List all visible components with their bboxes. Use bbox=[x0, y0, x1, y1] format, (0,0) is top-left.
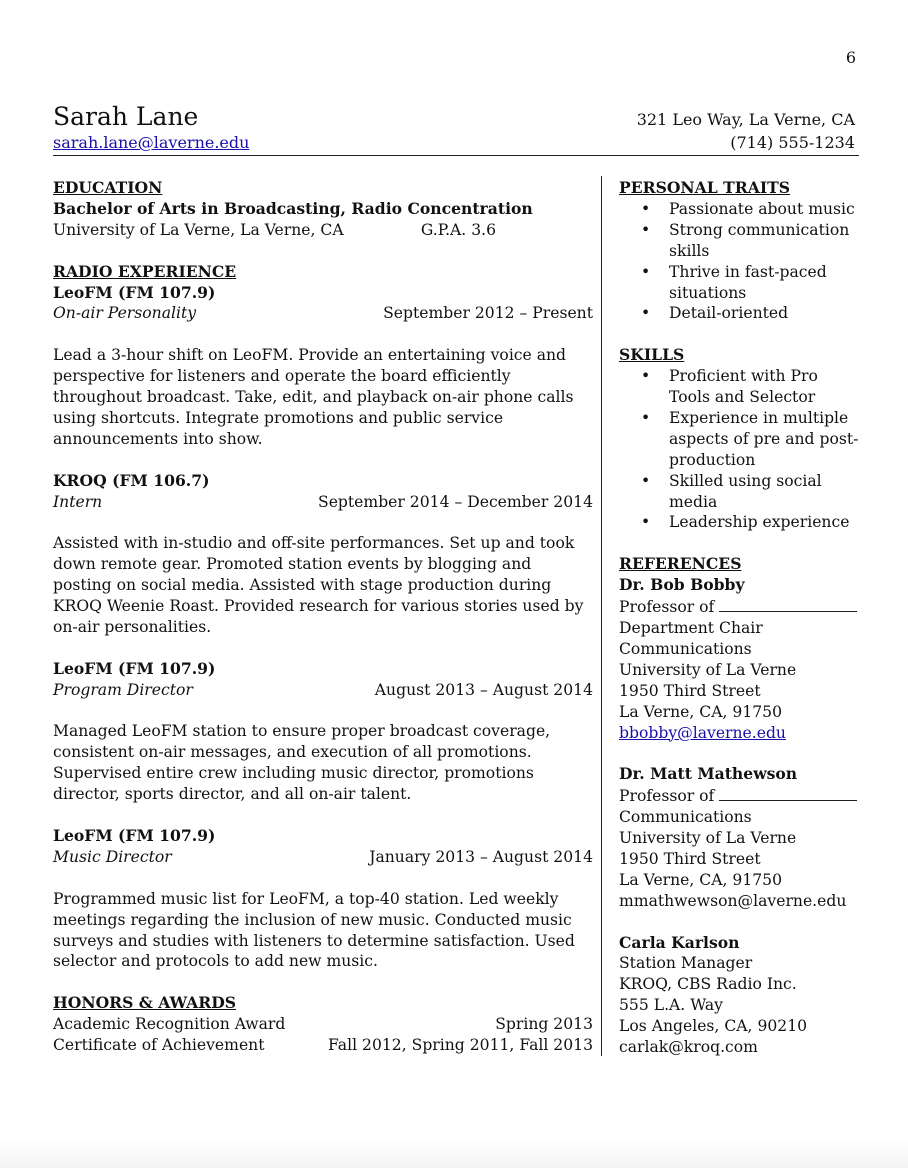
candidate-name: Sarah Lane bbox=[53, 102, 199, 131]
personal-traits-list bbox=[619, 199, 859, 324]
job-entry bbox=[53, 471, 593, 638]
job-role: Music Director bbox=[53, 847, 172, 866]
main-column bbox=[53, 178, 593, 1056]
trait-item: • Detail-oriented bbox=[619, 303, 859, 324]
job-description: Lead a 3-hour shift on LeoFM. Provide an entertaining voice and perspective for listeners and operate the board efficiently throughout broadcast. Take, edit, and playback on-air phone calls using shortcuts. Integrate promotions and public service announcements into show. bbox=[53, 346, 574, 448]
degree: Bachelor of Arts in Broadcasting, Radio Concentration bbox=[53, 198, 533, 218]
personal-traits-heading: PERSONAL TRAITS bbox=[619, 178, 790, 197]
reference-line: Communications bbox=[619, 808, 752, 827]
job-dates: September 2012 – Present bbox=[383, 304, 593, 323]
job-station: LeoFM (FM 107.9) bbox=[53, 825, 216, 845]
job-station: KROQ (FM 106.7) bbox=[53, 470, 210, 490]
trait-item: • Passionate about music bbox=[619, 199, 859, 220]
job-station: LeoFM (FM 107.9) bbox=[53, 282, 216, 302]
page-bottom-shade bbox=[0, 1138, 908, 1168]
candidate-phone: (714) 555-1234 bbox=[730, 133, 855, 152]
honor-dates: Fall 2012, Spring 2011, Fall 2013 bbox=[328, 1036, 593, 1055]
trait-item: • Strong communication skills bbox=[619, 220, 859, 262]
skills-list bbox=[619, 366, 859, 533]
reference-email: mmathwewson@laverne.edu bbox=[619, 891, 847, 910]
title-blank-line bbox=[719, 596, 857, 612]
candidate-email-link[interactable]: sarah.lane@laverne.edu bbox=[53, 133, 250, 152]
reference-name: Carla Karlson bbox=[619, 932, 740, 952]
reference-entry bbox=[619, 764, 859, 911]
job-role: On-air Personality bbox=[53, 304, 197, 323]
honor-item bbox=[53, 1035, 593, 1056]
education-heading: EDUCATION bbox=[53, 178, 163, 197]
reference-line: 555 L.A. Way bbox=[619, 996, 723, 1015]
trait-item: • Thrive in fast-paced situations bbox=[619, 262, 859, 304]
reference-line: Station Manager bbox=[619, 954, 753, 973]
radio-experience-heading: RADIO EXPERIENCE bbox=[53, 261, 237, 281]
reference-line: Communications bbox=[619, 639, 752, 658]
reference-line: 1950 Third Street bbox=[619, 681, 761, 700]
reference-entry bbox=[619, 933, 859, 1058]
page-number: 6 bbox=[845, 48, 856, 67]
job-description: Managed LeoFM station to ensure proper broadcast coverage, consistent on-air messages, and execution of all promotions. Supervised entire crew including music director, promotions director, sports director, and all on-air talent. bbox=[53, 722, 551, 804]
skills-heading: SKILLS bbox=[619, 345, 685, 365]
job-dates: January 2013 – August 2014 bbox=[369, 847, 593, 866]
honor-award: Certificate of Achievement bbox=[53, 1036, 265, 1055]
reference-email: carlak@kroq.com bbox=[619, 1038, 758, 1057]
reference-name: Dr. Matt Mathewson bbox=[619, 764, 798, 784]
skill-item: • Leadership experience bbox=[619, 512, 859, 533]
references-heading: REFERENCES bbox=[619, 554, 742, 574]
job-dates: August 2013 – August 2014 bbox=[374, 680, 593, 699]
reference-title: Professor of bbox=[619, 785, 859, 807]
job-entry bbox=[53, 659, 593, 805]
skill-item: • Skilled using social media bbox=[619, 471, 859, 513]
reference-line: Department Chair bbox=[619, 619, 763, 637]
honor-dates: Spring 2013 bbox=[495, 1015, 593, 1034]
honors-heading: HONORS & AWARDS bbox=[53, 993, 236, 1013]
reference-email-link[interactable]: bbobby@laverne.edu bbox=[619, 723, 786, 742]
honor-item bbox=[53, 1014, 593, 1035]
school: University of La Verne, La Verne, CA bbox=[53, 220, 344, 239]
job-dates: September 2014 – December 2014 bbox=[318, 492, 593, 511]
reference-title: Professor of bbox=[619, 596, 859, 618]
school-row bbox=[53, 220, 593, 241]
resume-header bbox=[53, 100, 859, 156]
reference-line: Los Angeles, CA, 90210 bbox=[619, 1017, 808, 1036]
gpa: G.P.A. 3.6 bbox=[420, 220, 496, 239]
title-blank-line bbox=[719, 785, 857, 801]
job-entry bbox=[53, 283, 593, 450]
reference-line: La Verne, CA, 91750 bbox=[619, 870, 783, 889]
column-divider bbox=[601, 176, 602, 1056]
candidate-address: 321 Leo Way, La Verne, CA bbox=[636, 110, 855, 129]
reference-line: University of La Verne bbox=[619, 660, 797, 679]
job-role: Program Director bbox=[53, 680, 193, 699]
job-role: Intern bbox=[53, 492, 103, 511]
reference-name: Dr. Bob Bobby bbox=[619, 575, 745, 595]
skill-item: • Proficient with Pro Tools and Selector bbox=[619, 366, 859, 408]
honor-award: Academic Recognition Award bbox=[53, 1015, 286, 1034]
reference-line: 1950 Third Street bbox=[619, 849, 761, 868]
job-entry bbox=[53, 826, 593, 972]
job-description: Assisted with in-studio and off-site performances. Set up and took down remote gear. Promoted station events by blogging and posting on social media. Assisted with stage production during KROQ Weenie Roast. Provided research for various stories used by on-air personalities. bbox=[53, 534, 584, 636]
side-column bbox=[619, 178, 859, 1058]
job-station: LeoFM (FM 107.9) bbox=[53, 658, 216, 678]
reference-line: KROQ, CBS Radio Inc. bbox=[619, 975, 797, 994]
reference-line: University of La Verne bbox=[619, 829, 797, 848]
skill-item: • Experience in multiple aspects of pre and post-production bbox=[619, 408, 859, 471]
reference-line: La Verne, CA, 91750 bbox=[619, 702, 783, 721]
job-description: Programmed music list for LeoFM, a top-40 station. Led weekly meetings regarding the inclusion of new music. Conducted music surveys and studies with listeners to determine satisfaction. Used selector and protocols to add new music. bbox=[53, 889, 575, 971]
reference-entry bbox=[619, 575, 859, 743]
